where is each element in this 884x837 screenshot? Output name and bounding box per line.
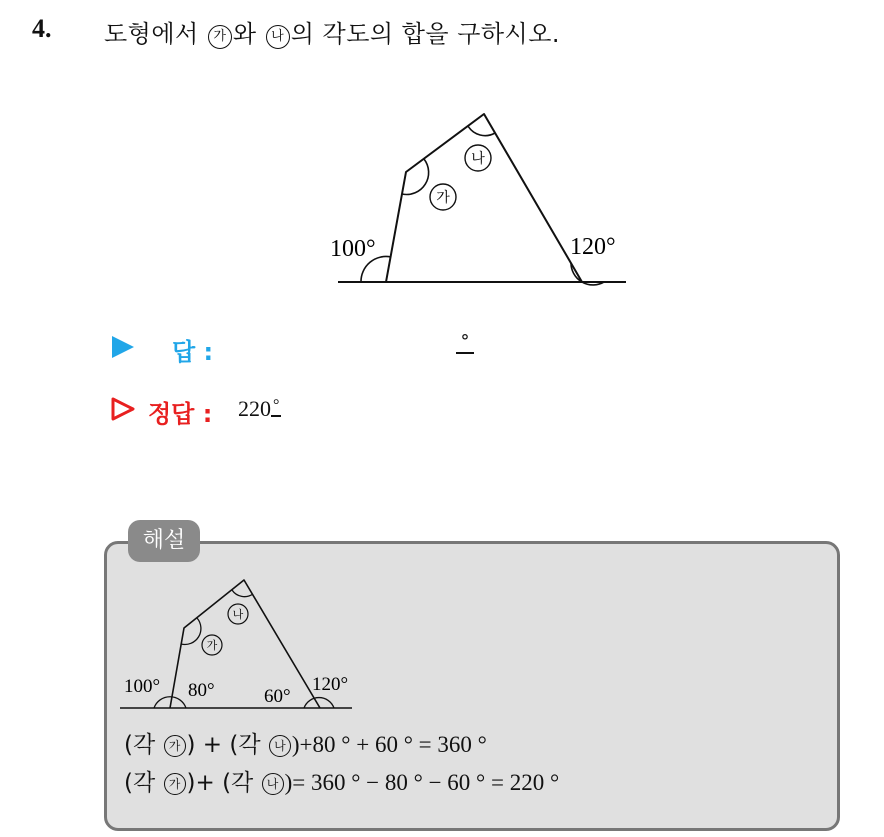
circled-na-symbol: 나 (266, 25, 290, 49)
question-text-part1: 도형에서 (104, 20, 207, 48)
answer-play-icon (110, 334, 136, 360)
eq2-na-symbol: 나 (262, 773, 284, 795)
correct-answer-number: 220 (238, 396, 271, 421)
eq2-open: (각 (124, 770, 163, 796)
eq1-rest: )+80 ° + 60 ° = 360 ° (291, 732, 487, 757)
question-number: 4. (32, 14, 52, 43)
eq2-mid: )+ (각 (186, 770, 261, 796)
explanation-figure (120, 572, 370, 714)
explanation-equation-2 (124, 764, 559, 797)
correct-answer-unit: ° (271, 397, 281, 417)
answer-row (110, 330, 510, 366)
explanation-label-na-text: 나 (232, 609, 244, 621)
question-text (104, 14, 560, 49)
answer-label: 답 : (172, 338, 214, 366)
correct-answer-label: 정답 : (148, 400, 213, 428)
answer-input-blank[interactable]: ° (456, 332, 474, 354)
label-ga-text: 가 (436, 191, 450, 206)
label-na-text: 나 (471, 152, 485, 167)
explanation-label-ga-text: 가 (206, 640, 218, 652)
eq1-ga-symbol: 가 (164, 735, 186, 757)
eq2-rest: )= 360 ° − 80 ° − 60 ° = 220 ° (284, 770, 560, 795)
correct-answer-row (110, 392, 410, 428)
explanation-angle-right-int: 60° (264, 686, 291, 707)
angle-left-label: 100° (330, 236, 376, 262)
circled-ga-symbol: 가 (208, 25, 232, 49)
eq1-open: (각 (124, 732, 163, 758)
explanation-angle-left-int: 80° (188, 680, 215, 701)
question-text-part3: 의 각도의 합을 구하시오. (290, 20, 561, 48)
correct-answer-value (238, 396, 281, 422)
explanation-angle-left-ext: 100° (124, 676, 161, 697)
explanation-tab: 해설 (128, 520, 200, 562)
main-figure (320, 100, 640, 300)
eq1-mid: ) + (각 (186, 732, 268, 758)
explanation-angle-right-ext: 120° (312, 674, 349, 695)
figure-quadrilateral (386, 114, 582, 282)
eq1-na-symbol: 나 (269, 735, 291, 757)
eq2-ga-symbol: 가 (164, 773, 186, 795)
angle-right-label: 120° (570, 234, 616, 260)
explanation-equation-1 (124, 726, 487, 759)
correct-play-outline-icon (110, 396, 136, 422)
question-text-part2: 와 (232, 20, 265, 48)
